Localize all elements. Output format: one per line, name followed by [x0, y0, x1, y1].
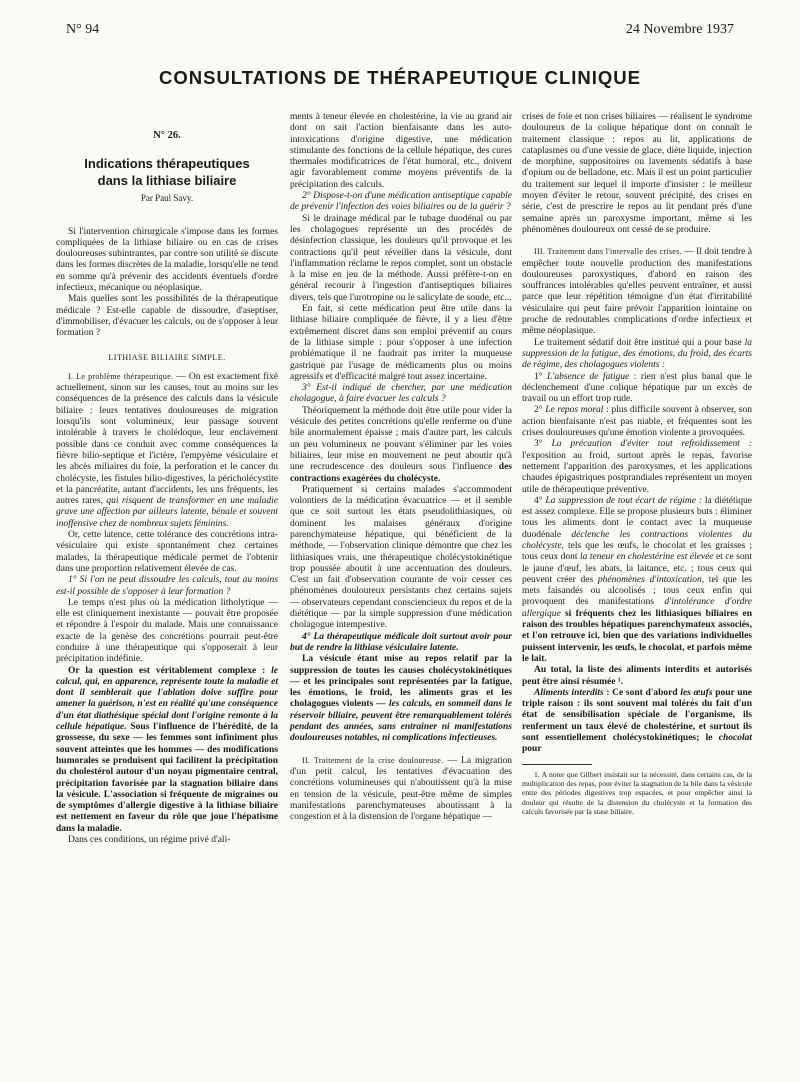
paragraph: Si le drainage médical par le tubage duodénal ou par les cholagogues représente un des procédés de désinfection classique, les douleurs qu'il provoque et les contractions qu'il peut réveiller dans la vésicule, dont l'inflammation réclame le repos complet, sont un obstacle à la mise en jeu de la méthode. Aussi préfère-t-on en général recourir à l'ingestion d'antiseptiques biliaires divers, tels que l'urotropine ou le salicylate de soude, etc...	[290, 213, 512, 303]
paragraph-text: — La migration d'un petit calcul, les tentatives d'évacuation des concrétions volumineuses qui n'aboutissent qu'à la mise en tension de la vésicule, peut-être même de simples manifestations parenchymateuses aboutissant à la congestion et à la distension de l'organe hépatique —	[290, 755, 512, 823]
paragraph: Au total, la liste des aliments interdits et autorisés peut être ainsi résumée ¹.	[522, 665, 752, 687]
emphasis-text: d'intolérance d'ordre allergique	[522, 597, 752, 619]
paragraph	[522, 246, 752, 337]
emphasis-text: des contractions exagérées du cholécyste.	[290, 462, 512, 484]
paragraph-text: : rien n'est plus banal que le déclenchement d'une colique hépatique par un excès de travail ou un effort trop rude.	[522, 371, 752, 405]
article-title-line-1: Indications thérapeutiques	[84, 156, 250, 172]
paragraph-text: si fréquents chez les lithiasiques biliaires en raison des troubles hépatiques parenchymateux associés, et l'on retrouve ici, bien que des variations individuelles puissent intervenir, les œufs, le chocolat, et parfois même le lait.	[522, 608, 752, 664]
paragraph-text: Or la question est véritablement complexe :	[68, 665, 272, 676]
emphasis-text: la teneur en cholestérine est élevée	[579, 552, 714, 563]
paragraph-text: 4°	[534, 495, 546, 506]
question-heading: 4° La thérapeutique médicale doit surtout avoir pour but de rendre la lithiase vésiculaire latente.	[290, 631, 512, 653]
emphasis-text: La précaution d'éviter tout refroidissement :	[551, 439, 752, 450]
paragraph-text: 1°	[534, 371, 548, 382]
paragraph	[522, 688, 752, 756]
paragraph-text: tels que les œufs, le chocolat et les graisses ; tous ceux dont	[522, 540, 752, 563]
question-heading: 1° Si l'on ne peut dissoudre les calculs, tout au moins est-il possible de s'opposer à leur formation ?	[56, 575, 278, 597]
paragraph: Mais quelles sont les possibilités de la thérapeutique médicale ? Est-elle capable de dissoudre, d'aseptiser, d'immobiliser, d'évacuer les calculs, ou de s'opposer à leur formation ?	[56, 294, 278, 339]
paragraph	[522, 338, 752, 372]
paragraph	[290, 632, 512, 655]
article-byline: Par Paul Savy.	[140, 193, 194, 204]
paragraph-text: La vésicule étant mise au repos relatif par la suppression de toutes les causes cholécystokinétiques — et les principales sont représentées par la fatigue, les émotions, le froid, les aliments gras et les cholagogues violents —	[290, 654, 512, 710]
paragraph-text: Le traitement sédatif doit être institué qui a pour base	[534, 337, 745, 348]
paragraph-text: — On est exactement fixé actuellement, sinon sur les causes, tout au moins sur les conséquences de la présence des calculs dans la vésicule biliaire : leurs tentatives douloureuses de migration lorsqu'ils sont volumineux, leur passage souvent intolérable à travers le cholédoque, leur enclavement possible dans ce conduit avec comme conséquences la fièvre bilio-septique et l'ictère, l'empyème vésiculaire et les abcès miliaires du foie, la perforation et le cancer du cholécyste, les fistules bilio-digestives, la péricholécystite et la pancréatite, autant d'accidents, les uns fréquents, les autres rares,	[56, 371, 278, 507]
paragraph: Si l'intervention chirurgicale s'impose dans les formes compliquées de la lithiase biliaire ou en cas de crises douloureuses subintrantes, par contre son utilité se discute dans les formes discrètes de la maladie, lorsqu'elle ne tend en somme qu'à prévenir des accidents éventuels d'ordre infectieux, mécanique ou néoplasique.	[56, 226, 278, 294]
paragraph	[522, 439, 752, 495]
emphasis-text: qui risquent de transformer en une maladie grave une affection par ailleurs latente, bénale et souvent inoffensive chez de nombreux sujets féminins.	[56, 496, 278, 529]
column-1	[56, 112, 278, 846]
emphasis-text: le calcul, qui, en apparence, représente toute la maladie et dont il semblerait que l'ablation doive suffire pour amener la guérison, n'est en réalité qu'une conséquence d'un état diathésique spécial dont l'origine remonte à la cellule hépatique.	[56, 665, 278, 733]
paragraph-text: tel que les mets faisandés ou alcoolisés ; tous ceux enfin qui provoquent des manifestations	[522, 574, 753, 608]
emphasis-text: les œufs	[680, 687, 713, 698]
paragraph-text: — Il doit tendre à empêcher toute nouvelle production des manifestations douloureuses paroxystiques, d'abord en raison des souffrances intolérables qu'elles peuvent entraîner, et aussi parce que leur répétition témoigne d'un état d'irritabilité vésiculaire qui peut faire prévoir l'apparition lointaine ou proche de redoutables complications d'ordre infectieux et même néoplasique.	[522, 247, 752, 337]
paragraph: Le temps n'est plus où la médication litholytique — elle est cliniquement inexistante — pouvait être proposée et répondre à l'espoir du malade. Mais une connaissance exacte de la genèse des concrétions pourrait peut-être conduire à une thérapeutique qui s'opposerait à leur précipitation indéfinie.	[56, 597, 278, 665]
emphasis-text: les calculs, en sommeil dans le réservoir biliaire, peuvent être remarquablement tolérés pendant des années, sans entraîner ni manifestations douloureuses notables, ni complications infectieuses.	[290, 699, 512, 744]
paragraph: En fait, si cette médication peut être utile dans la lithiase biliaire compliquée de fièvre, il y a lieu d'être extrêmement discret dans son emploi préventif au cours de la lithiase simple : pour s'opposer à une infection problématique il ne faudrait pas irriter la muqueuse gastrique par l'usage de médicaments plus ou moins agressifs et d'efficacité malgré tout assez incertaine.	[290, 304, 512, 382]
article-number: N° 26.	[153, 130, 181, 141]
emphasis-text: Le repos moral	[545, 405, 604, 416]
paragraph	[290, 755, 512, 824]
paragraph	[290, 383, 512, 406]
subsection-lead: III. Traitement dans l'intervalle des crises.	[534, 247, 682, 257]
paragraph	[56, 575, 278, 598]
paragraph-text: : Ce sont d'abord	[603, 687, 681, 698]
subsection-lead: I. Le problème thérapeutique.	[68, 371, 174, 381]
issue-date: 24 Novembre 1937	[625, 22, 734, 37]
paragraph-text: la diététique est assez complexe. Elle se propose plusieurs buts : éliminer tous les aliments dont le contact avec la muqueuse duodénale	[522, 495, 752, 540]
paragraph-text: 3°	[534, 439, 552, 450]
paragraph	[522, 405, 752, 439]
paragraph-text: : plus difficile souvent à observer, son action bienfaisante n'est pas niable, et fréquentes sont les crises douloureuses qu'une émotion violente a provoquées.	[522, 405, 752, 439]
emphasis-text: Aliments interdits	[534, 687, 604, 698]
paragraph	[522, 372, 752, 406]
question-heading: 2° Dispose-t-on d'une médication antiseptique capable de prévenir l'infection des voies biliaires ou de la guérir ?	[290, 191, 512, 213]
column-3	[522, 112, 752, 817]
emphasis-text: chocolat	[718, 733, 752, 744]
emphasis-text: déclenche les contractions violentes du cholécyste,	[522, 529, 752, 551]
paragraph	[56, 371, 278, 530]
paragraph: crises de foie et non crises biliaires — réalisent le syndrome douloureux de la colique hépatique dont on connaît le traitement classique : repos au lit, applications de cataplasmes ou d'une vessie de glace, diète liquide, injection de morphine, suppositoires ou lavements sédatifs à base d'opium ou de belladone, etc. Mais il est un point particulier du traitement sur lequel il importe d'insister : le meilleur moyen d'éviter le retour, souvent précipité, des crises en série, c'est de prescrire le repos au lit pendant près d'une semaine après un paroxysme important, même si les phénomènes douloureux ont cessé de se produire.	[522, 112, 752, 235]
paragraph-text: et ce sont le jaune d'œuf, les abats, la laitance, etc. ; tous ceux qui peuvent créer des	[522, 552, 752, 585]
subsection-lead: II. Traitement de la crise douloureuse.	[302, 755, 444, 765]
paragraph	[290, 406, 512, 485]
journal-title: CONSULTATIONS DE THÉRAPEUTIQUE CLINIQUE	[159, 67, 641, 88]
emphasis-text: phénomènes d'intoxication,	[597, 574, 705, 585]
emphasis-text: La suppression de tout écart de régime :	[545, 495, 703, 506]
footnote: 1. A noter que Gilbert insistait sur la nécessité, dans certains cas, de la multiplication des repas, pour éviter la stagnation de la bile dans la vésicule entre des périodes digestives trop espacées, et pour empêcher ainsi la douleur qui résulte de la distension du cholécyste et la formation des calculs favorisée par la stase biliaire.	[522, 769, 752, 817]
article-title-line-2: dans la lithiase biliaire	[97, 173, 237, 189]
issue-number: N° 94	[66, 22, 100, 37]
paragraph-text: l'exposition au froid, surtout après le repas, favorise nettement l'apparition des paroxysmes, et les applications chaudes épigastriques postprandiales représentent un moyen utile de thérapeutique préventive.	[522, 450, 752, 495]
paragraph: ments à teneur élevée en cholestérine, la vie au grand air dont on sait l'action bienfaisante dans les auto-intoxications d'origine digestive, une médication stimulante des fonctions de la cellule hépatique, des cures thermales modificatrices de l'état humoral, etc., doivent agir favorablement comme moyens préventifs de la précipitation des calculs.	[290, 112, 512, 190]
column-2	[290, 112, 512, 823]
article-title	[56, 155, 278, 189]
paragraph: Pratiquement si certains malades s'accommodent volontiers de la médication évacuatrice — et il semble que ce soit surtout les états pseudolithiasiques, où dominent les malaises généraux d'origine parenchymateuse hépatique, qui bénéficient de la méthode, — l'observation clinique démontre que chez les lithiasiques vrais, une thérapeutique cholécystokinétique trop poussée aboutit à une accentuation des douleurs. C'est un fait d'observation courante de voir cesser ces phénomènes douloureux persistants chez certains sujets — observateurs cependant consciencieux du repos et de la diététique — par la simple suppression d'une médication cholagogue intempestive.	[290, 484, 512, 631]
paragraph-text: 2°	[534, 405, 546, 416]
question-heading: 3° Est-il indiqué de chercher, par une médication cholagogue, à faire évacuer les calculs ?	[290, 383, 512, 405]
paragraph	[56, 666, 278, 835]
paragraph	[290, 191, 512, 214]
section-heading: LITHIASE BILIAIRE SIMPLE.	[108, 352, 226, 362]
footnote-divider	[522, 764, 592, 765]
paragraph-text: pour	[522, 744, 542, 755]
paragraph-text: pour une triple raison : ils sont souvent mal tolérés du fait d'un état de sensibilisation spéciale de l'organisme, ils renferment un taux élevé de cholestérine, et surtout ils sont essentiellement cholécystokinétiques; le	[522, 687, 753, 744]
paragraph	[290, 654, 512, 744]
paragraph: Or, cette latence, cette tolérance des concrétions intra-vésiculaire qui existe spontanément chez certaines malades, la thérapeutique médicale permet de l'obtenir dans une proportion relativement élevée de cas.	[56, 530, 278, 574]
paragraph-text: Théoriquement la méthode doit être utile pour vider la vésicule des petites concrétions qu'elle renferme ou d'une bile anormalement épaisse ; mais d'autre part, les calculs un peu volumineux ne pouvant s'éliminer par les voies biliaires, leur mise en mouvement ne peut aboutir qu'à une recrudescence des douleurs sous l'influence	[290, 405, 512, 473]
paragraph: Dans ces conditions, un régime privé d'ali-	[68, 835, 231, 846]
paragraph	[522, 496, 752, 665]
emphasis-text: L'absence de fatigue	[547, 371, 630, 382]
paragraph-text: Sous l'influence de l'hérédité, de la grossesse, du sexe — les femmes sont infiniment plus souvent atteintes que les hommes — des modifications humorales se produisent qui facilitent la précipitation du cholestérol autour d'un noyau pigmentaire central, précipitation favorisée par la stagnation biliaire dans la vésicule. L'association si fréquente de migraines ou de symptômes d'allergie digestive à la lithiase biliaire est nettement en faveur du rôle que joue l'hépatisme dans la maladie.	[56, 722, 278, 834]
emphasis-text: la suppression de la fatigue, des émotions, du froid, des écarts de régime, des cholagogues violents :	[522, 337, 752, 371]
